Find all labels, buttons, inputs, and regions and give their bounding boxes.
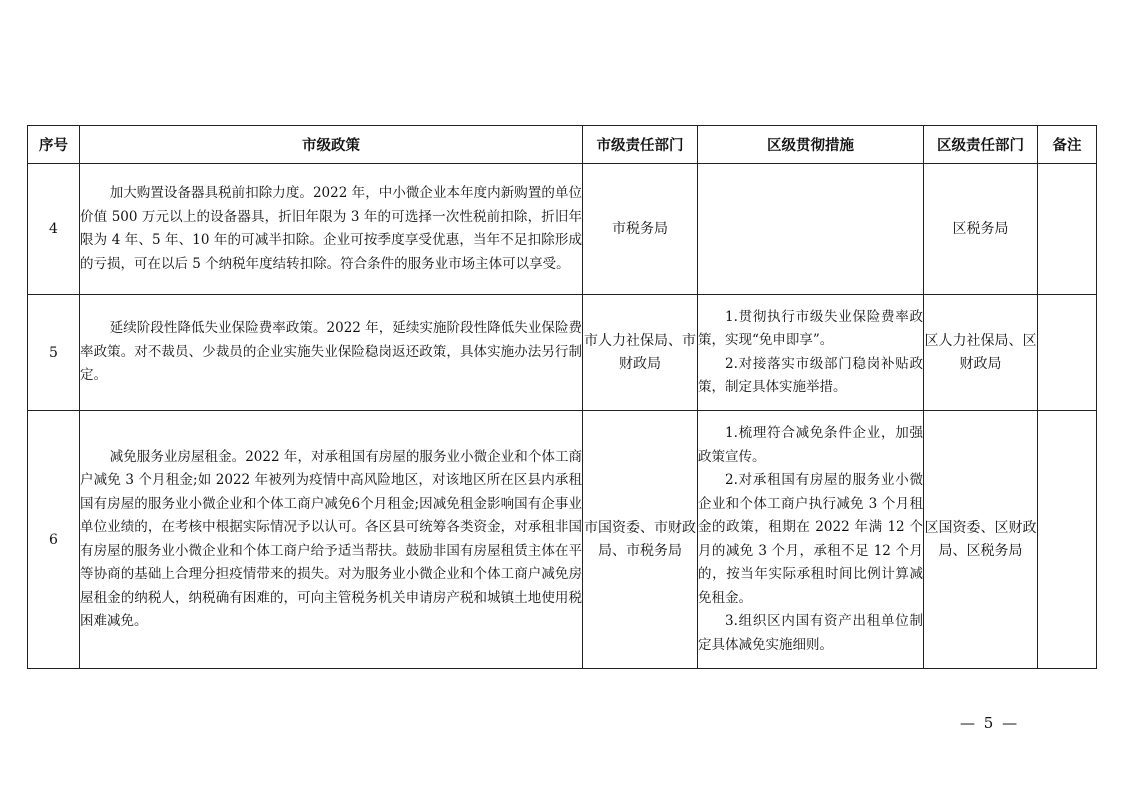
- row-city-dept: 市国资委、市财政局、市税务局: [583, 411, 698, 669]
- row-seq: 5: [28, 295, 80, 411]
- row-seq: 6: [28, 411, 80, 669]
- header-city-dept: 市级责任部门: [583, 126, 698, 164]
- row-district-dept: 区人力社保局、区财政局: [924, 295, 1038, 411]
- policy-table: [27, 125, 1097, 669]
- measure-item: 1.梳理符合减免条件企业，加强政策宣传。: [698, 425, 923, 465]
- city-policy-text: 延续阶段性降低失业保险费率政策。2022 年，延续实施阶段性降低失业保险费率政策。对不裁员、少裁员的企业实施失业保险稳岗返还政策，具体实施办法另行制定。: [80, 320, 582, 384]
- measure-item: 2.对接落实市级部门稳岗补贴政策，制定具体实施举措。: [698, 355, 923, 395]
- row-city-policy: [80, 411, 583, 669]
- row-district-measures: [698, 164, 924, 295]
- page-number: — 5 —: [960, 714, 1020, 732]
- city-policy-text: 减免服务业房屋租金。2022 年，对承租国有房屋的服务业小微企业和个体工商户减免 3 个月租金;如 2022 年被列为疫情中高风险地区，对该地区所在区县内承租国有房屋的服务业小微企业和个体工商户减免6个月租金;因减免租金影响国有企事业单位业绩的，在考核中根据实际情况予以认可。各区县可统筹各类资金，对承租非国有房屋的服务业小微企业和个体工商户给予适当帮扶。鼓励非国有房屋租赁主体在平等协商的基础上合理分担疫情带来的损失。对为服务业小微企业和个体工商户减免房屋租金的纳税人，纳税确有困难的，可向主管税务机关申请房产税和城镇土地使用税困难减免。: [80, 448, 582, 629]
- header-district-dept: 区级责任部门: [924, 126, 1038, 164]
- table-row: [28, 164, 1097, 295]
- row-city-dept: 市人力社保局、市财政局: [583, 295, 698, 411]
- row-district-measures: [698, 411, 924, 669]
- row-seq: 4: [28, 164, 80, 295]
- row-district-dept: 区税务局: [924, 164, 1038, 295]
- measure-item: 3.组织区内国有资产出租单位制定具体减免实施细则。: [698, 613, 923, 653]
- table-row: [28, 295, 1097, 411]
- row-city-policy: [80, 164, 583, 295]
- table-row: [28, 411, 1097, 669]
- header-seq: 序号: [28, 126, 80, 164]
- row-city-dept: 市税务局: [583, 164, 698, 295]
- row-remarks: [1038, 295, 1097, 411]
- measure-item: 2.对承租国有房屋的服务业小微企业和个体工商户执行减免 3 个月租金的政策，租期在 2022 年满 12 个月的减免 3 个月，承租不足 12 个月的，按当年实际承租时间比例计算减免租金。: [698, 472, 923, 606]
- row-district-dept: 区国资委、区财政局、区税务局: [924, 411, 1038, 669]
- row-remarks: [1038, 411, 1097, 669]
- measure-item: 1.贯彻执行市级失业保险费率政策，实现“免申即享”。: [698, 308, 923, 348]
- header-district-measures: 区级贯彻措施: [698, 126, 924, 164]
- city-policy-text: 加大购置设备器具税前扣除力度。2022 年，中小微企业本年度内新购置的单位价值 500 万元以上的设备器具，折旧年限为 3 年的可选择一次性税前扣除，折旧年限为 4 年、5 年、10 年的可减半扣除。企业可按季度享受优惠，当年不足扣除形成的亏损，可在以后 5 个纳税年度结转扣除。符合条件的服务业市场主体可以享受。: [80, 185, 582, 272]
- row-district-measures: [698, 295, 924, 411]
- header-remarks: 备注: [1038, 126, 1097, 164]
- row-remarks: [1038, 164, 1097, 295]
- table-header-row: [28, 126, 1097, 164]
- row-city-policy: [80, 295, 583, 411]
- header-city-policy: 市级政策: [80, 126, 583, 164]
